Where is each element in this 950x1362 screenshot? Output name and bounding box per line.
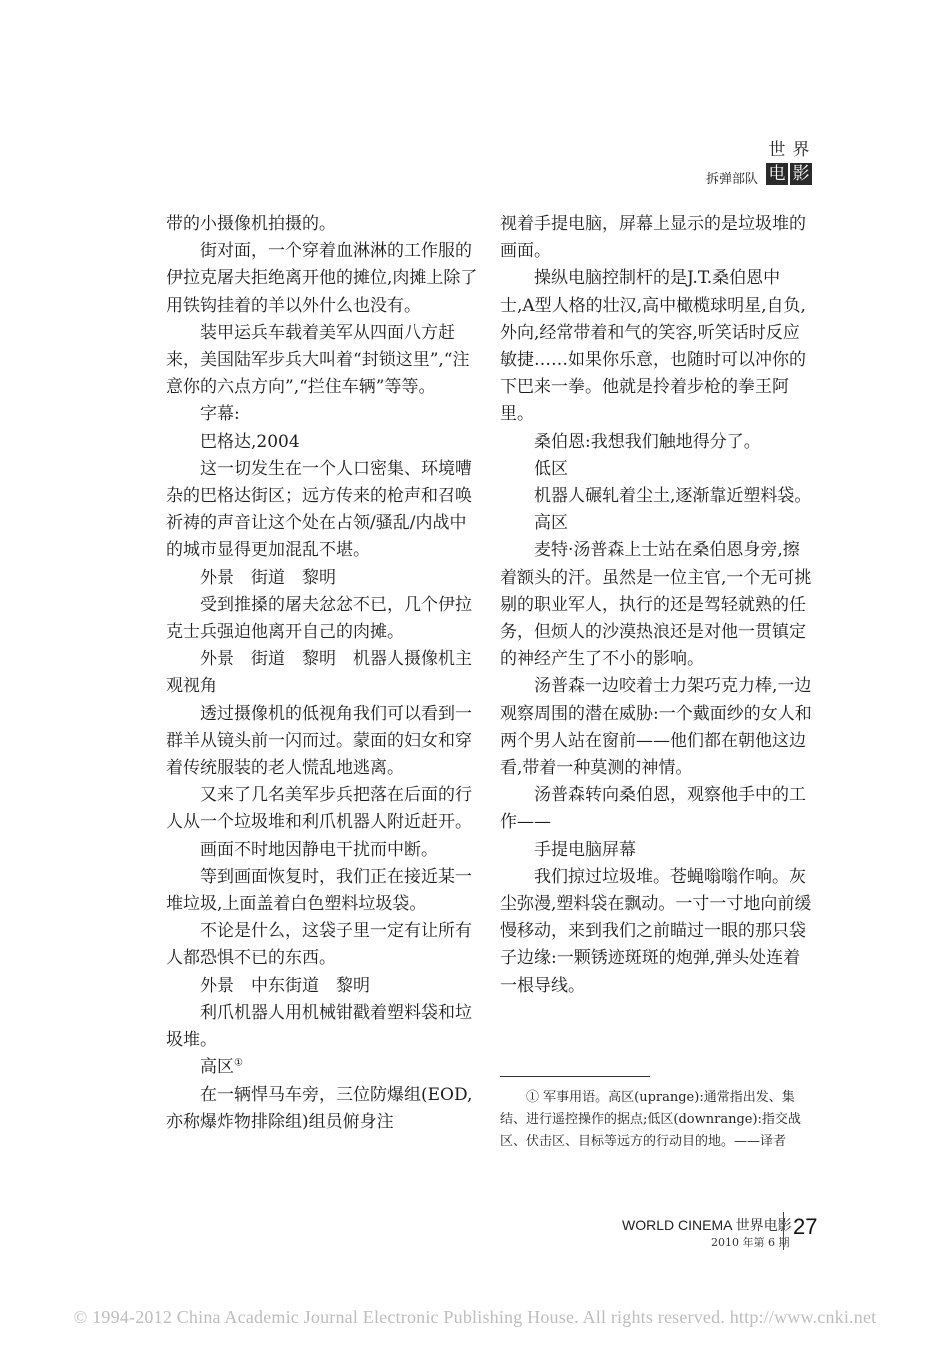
paragraph-text: 机器人碾轧着尘土,逐渐靠近塑料袋。	[534, 486, 812, 507]
journal-logo	[766, 139, 812, 185]
right-column	[500, 211, 812, 1000]
paragraph	[500, 429, 812, 456]
paragraph-text: 街对面，一个穿着血淋淋的工作服的伊拉克屠夫拒绝离开他的摊位,肉摊上除了用铁钩挂着的羊以外什么也没有。	[166, 241, 478, 316]
paragraph	[166, 429, 478, 456]
paragraph	[166, 320, 478, 402]
paragraph	[500, 673, 812, 782]
paragraph	[166, 782, 478, 836]
footnote-marker: ①	[234, 1057, 243, 1069]
paragraph-text: 低区	[534, 458, 568, 479]
paragraph	[500, 537, 812, 673]
paragraph	[166, 918, 478, 972]
copyright-watermark: © 1994-2012 China Academic Journal Electronic Publishing House. All rights reserved. http://www.cnki.net	[73, 1307, 877, 1327]
paragraph-text: 巴格达,2004	[200, 431, 300, 452]
paragraph-text: 字幕:	[200, 404, 240, 425]
paragraph-text: 又来了几名美军步兵把落在后面的行人从一个垃圾堆和利爪机器人附近赶开。	[166, 785, 472, 833]
paragraph	[500, 265, 812, 428]
logo-char: 影	[790, 163, 812, 185]
logo-char: 电	[766, 163, 788, 185]
paragraph-text: 高区	[200, 1057, 234, 1078]
paragraph-text: 受到推搡的屠夫忿忿不已，几个伊拉克士兵强迫他离开自己的肉摊。	[166, 594, 472, 643]
paragraph	[166, 1000, 478, 1054]
logo-char: 界	[790, 139, 812, 161]
paragraph	[500, 211, 812, 265]
issue-number: 2010 年第 6 期	[711, 1236, 790, 1249]
paragraph	[166, 238, 478, 320]
paragraph	[166, 864, 478, 918]
paragraph	[166, 973, 478, 1000]
paragraph	[166, 401, 478, 428]
journal-name: WORLD CINEMA 世界电影	[622, 1217, 792, 1233]
paragraph-text: 画面不时地因静电干扰而中断。	[200, 839, 438, 860]
paragraph	[500, 837, 812, 864]
paragraph-text: 麦特·汤普森上士站在桑伯恩身旁,擦着额头的汗。虽然是一位主官,一个无可挑剔的职业军人，执行的还是驾轻就熟的任务，但烦人的沙漠热浪还是对他一贯镇定的神经产生了不小的影响。	[500, 540, 812, 670]
paragraph	[500, 483, 812, 510]
paragraph-text: 透过摄像机的低视角我们可以看到一群羊从镜头前一闪而过。蒙面的妇女和穿着传统服装的老人慌乱地逃离。	[166, 703, 472, 779]
section-title: 拆弹部队	[706, 172, 759, 187]
paragraph	[500, 456, 812, 483]
paragraph-text: 手提电脑屏幕	[534, 839, 636, 860]
paragraph	[166, 646, 478, 700]
logo-char: 世	[766, 139, 788, 161]
footer-divider	[783, 1212, 784, 1250]
paragraph-text: 不论是什么，这袋子里一定有让所有人都恐惧不已的东西。	[166, 921, 472, 969]
paragraph-text: 外景 街道 黎明 机器人摄像机主观视角	[166, 649, 472, 697]
paragraph-text: 等到画面恢复时，我们正在接近某一堆垃圾,上面盖着白色塑料垃圾袋。	[166, 866, 472, 915]
paragraph	[166, 1082, 478, 1136]
paragraph	[166, 1054, 478, 1081]
paragraph-text: 高区	[534, 513, 568, 534]
paragraph	[500, 510, 812, 537]
paragraph-text: 外景 街道 黎明	[200, 567, 336, 588]
paragraph-text: 利爪机器人用机械钳戳着塑料袋和垃圾堆。	[166, 1002, 472, 1051]
left-column	[166, 211, 478, 1136]
paragraph-text: 带的小摄像机拍摄的。	[166, 214, 336, 234]
paragraph	[166, 456, 478, 565]
footnote-rule	[500, 1076, 650, 1077]
paragraph-text: 汤普森一边咬着士力架巧克力棒,一边观察周围的潜在威胁:一个戴面纱的女人和两个男人站在窗前——他们都在朝他这边看,带着一种莫测的神情。	[500, 676, 812, 779]
page-number: 27	[793, 1214, 818, 1239]
paragraph	[166, 701, 478, 783]
paragraph	[166, 565, 478, 592]
footnote	[500, 1087, 814, 1153]
paragraph-text: 装甲运兵车载着美军从四面八方赶来，美国陆军步兵大叫着“封锁这里”,“注意你的六点方向”,“拦住车辆”等等。	[166, 322, 470, 398]
paragraph-text: 桑伯恩:我想我们触地得分了。	[534, 431, 761, 452]
paragraph	[166, 592, 478, 646]
paragraph	[166, 211, 478, 238]
paragraph	[500, 782, 812, 836]
paragraph-text: 在一辆悍马车旁，三位防爆组(EOD,亦称爆炸物排除组)组员俯身注	[166, 1084, 473, 1132]
paragraph-text: 汤普森转向桑伯恩，观察他手中的工作——	[500, 785, 806, 833]
paragraph	[166, 837, 478, 864]
footnote-text: ① 军事用语。高区(uprange):通常指出发、集结、进行遥控操作的据点;低区(downrange):指交战区、伏击区、目标等远方的行动目的地。——译者	[500, 1090, 801, 1149]
paragraph-text: 视着手提电脑，屏幕上显示的是垃圾堆的画面。	[500, 214, 806, 262]
paragraph-text: 外景 中东街道 黎明	[200, 975, 370, 996]
paragraph-text: 操纵电脑控制杆的是J.T.桑伯恩中士,A型人格的壮汉,高中橄榄球明星,自负,外向,经常带着和气的笑容,听笑话时反应敏捷……如果你乐意，也随时可以冲你的下巴来一拳。他就是拎着步枪的拳王阿里。	[500, 268, 806, 425]
paragraph-text: 这一切发生在一个人口密集、环境嘈杂的巴格达街区；远方传来的枪声和召唤祈祷的声音让这个处在占领/骚乱/内战中的城市显得更加混乱不堪。	[166, 458, 472, 561]
paragraph-text: 我们掠过垃圾堆。苍蝇嗡嗡作响。灰尘弥漫,塑料袋在飘动。一寸一寸地向前缓慢移动，来到我们之前瞄过一眼的那只袋子边缘:一颗锈迹斑斑的炮弹,弹头处连着一根导线。	[500, 866, 812, 996]
paragraph	[500, 864, 812, 1000]
